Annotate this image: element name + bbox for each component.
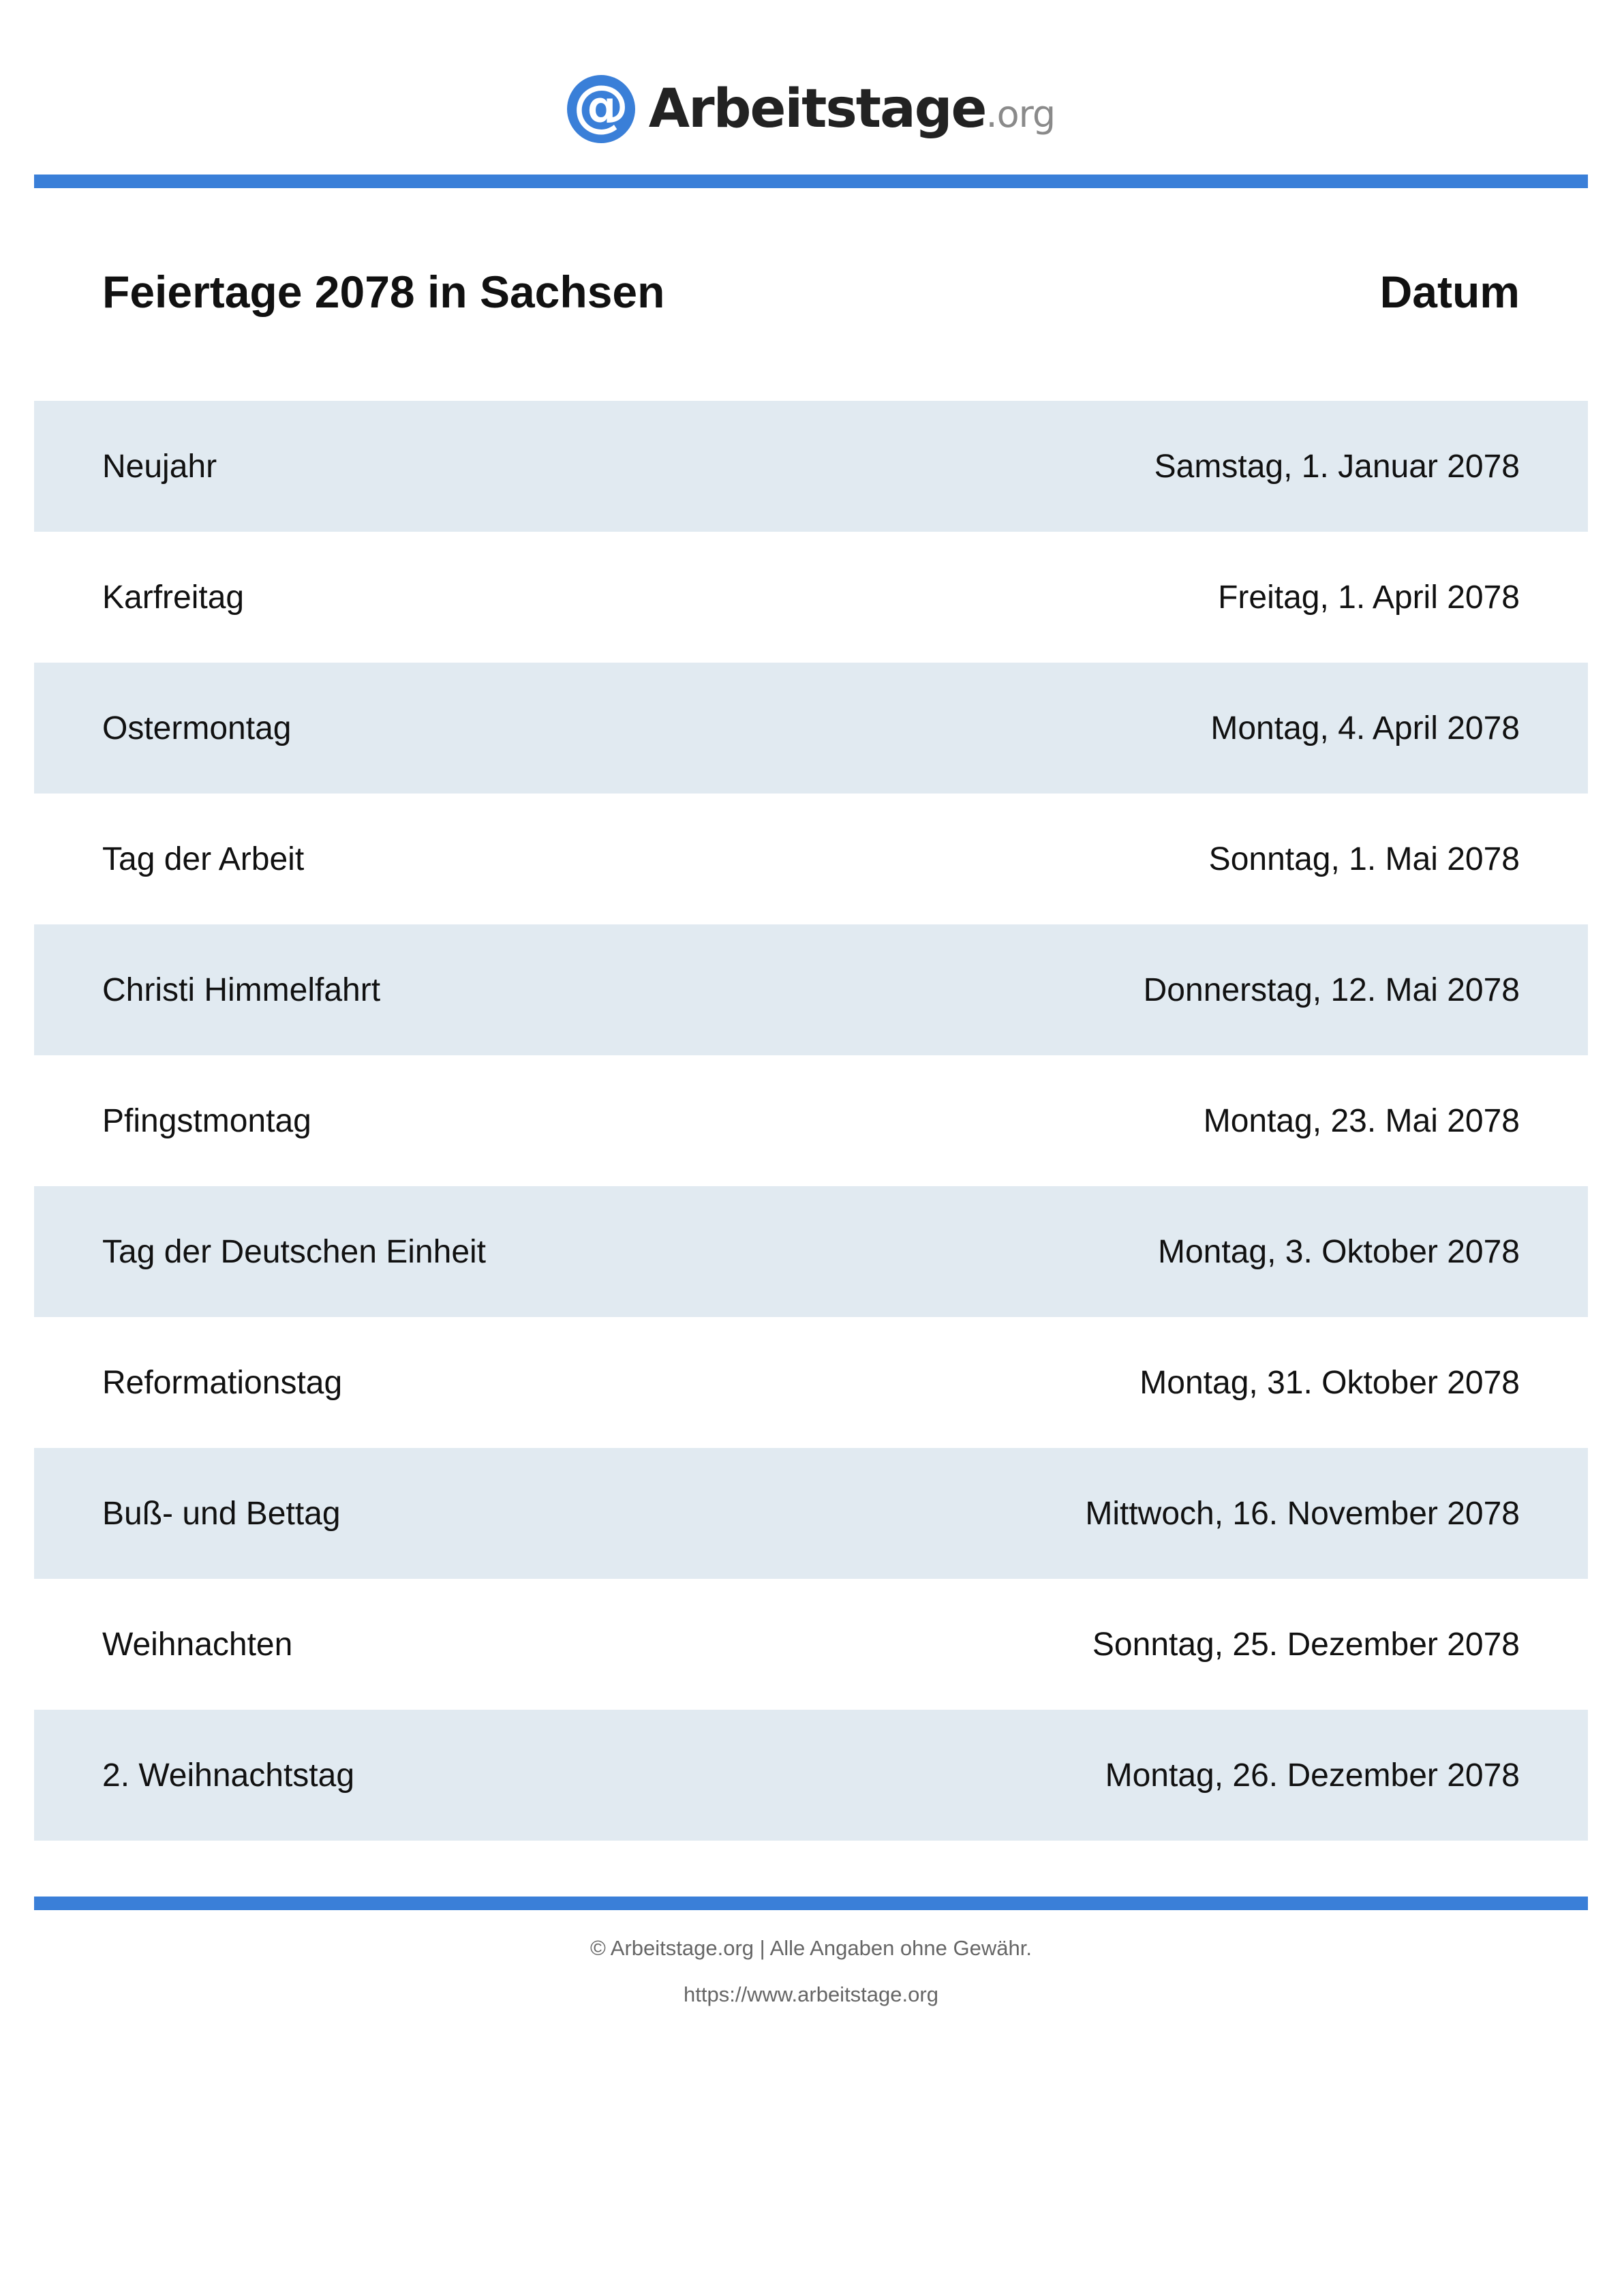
page-title: Feiertage 2078 in Sachsen	[102, 267, 665, 317]
holiday-name: 2. Weihnachtstag	[102, 1757, 355, 1794]
holiday-name: Neujahr	[102, 448, 217, 485]
holiday-date: Freitag, 1. April 2078	[1218, 579, 1520, 616]
holiday-name: Pfingstmontag	[102, 1102, 311, 1139]
holiday-date: Montag, 4. April 2078	[1210, 710, 1520, 746]
holiday-name: Tag der Arbeit	[102, 841, 305, 877]
table-row	[34, 924, 1588, 1055]
holiday-date: Montag, 23. Mai 2078	[1203, 1102, 1520, 1139]
holiday-name: Tag der Deutschen Einheit	[102, 1233, 487, 1270]
holiday-date: Sonntag, 25. Dezember 2078	[1092, 1626, 1520, 1663]
holiday-date: Montag, 31. Oktober 2078	[1139, 1364, 1520, 1401]
logo-group	[567, 75, 1055, 143]
holiday-date: Montag, 3. Oktober 2078	[1158, 1233, 1520, 1270]
table-row	[34, 1317, 1588, 1448]
top-divider	[34, 175, 1588, 188]
holiday-date: Montag, 26. Dezember 2078	[1105, 1757, 1520, 1794]
logo-tld: .org	[985, 93, 1056, 136]
table-row	[34, 1448, 1588, 1579]
logo-name: Arbeitstage	[648, 78, 986, 140]
footer-url-link[interactable]: https://www.arbeitstage.org	[684, 1982, 938, 2006]
table-row	[34, 663, 1588, 794]
holiday-name: Karfreitag	[102, 579, 245, 616]
holiday-date: Samstag, 1. Januar 2078	[1154, 448, 1520, 485]
logo-wordmark	[649, 78, 1055, 140]
table-header	[34, 237, 1588, 346]
table-row	[34, 1579, 1588, 1710]
holiday-table	[34, 401, 1588, 1841]
at-sign-icon: @	[567, 75, 635, 143]
holiday-name: Reformationstag	[102, 1364, 343, 1401]
table-row	[34, 1055, 1588, 1186]
table-row	[34, 794, 1588, 924]
table-row	[34, 1710, 1588, 1841]
table-row	[34, 1186, 1588, 1317]
table-row	[34, 401, 1588, 532]
holiday-name: Ostermontag	[102, 710, 292, 746]
bottom-divider	[34, 1897, 1588, 1910]
site-logo[interactable]	[0, 68, 1622, 150]
holiday-date: Mittwoch, 16. November 2078	[1085, 1495, 1520, 1532]
holiday-name: Weihnachten	[102, 1626, 293, 1663]
holiday-name: Buß- und Bettag	[102, 1495, 341, 1532]
footer-copyright: © Arbeitstage.org | Alle Angaben ohne Gewähr.	[590, 1936, 1032, 1960]
holiday-date: Donnerstag, 12. Mai 2078	[1143, 971, 1520, 1008]
table-row	[34, 532, 1588, 663]
date-column-header: Datum	[1379, 267, 1520, 317]
holiday-date: Sonntag, 1. Mai 2078	[1208, 841, 1520, 877]
holiday-name: Christi Himmelfahrt	[102, 971, 381, 1008]
